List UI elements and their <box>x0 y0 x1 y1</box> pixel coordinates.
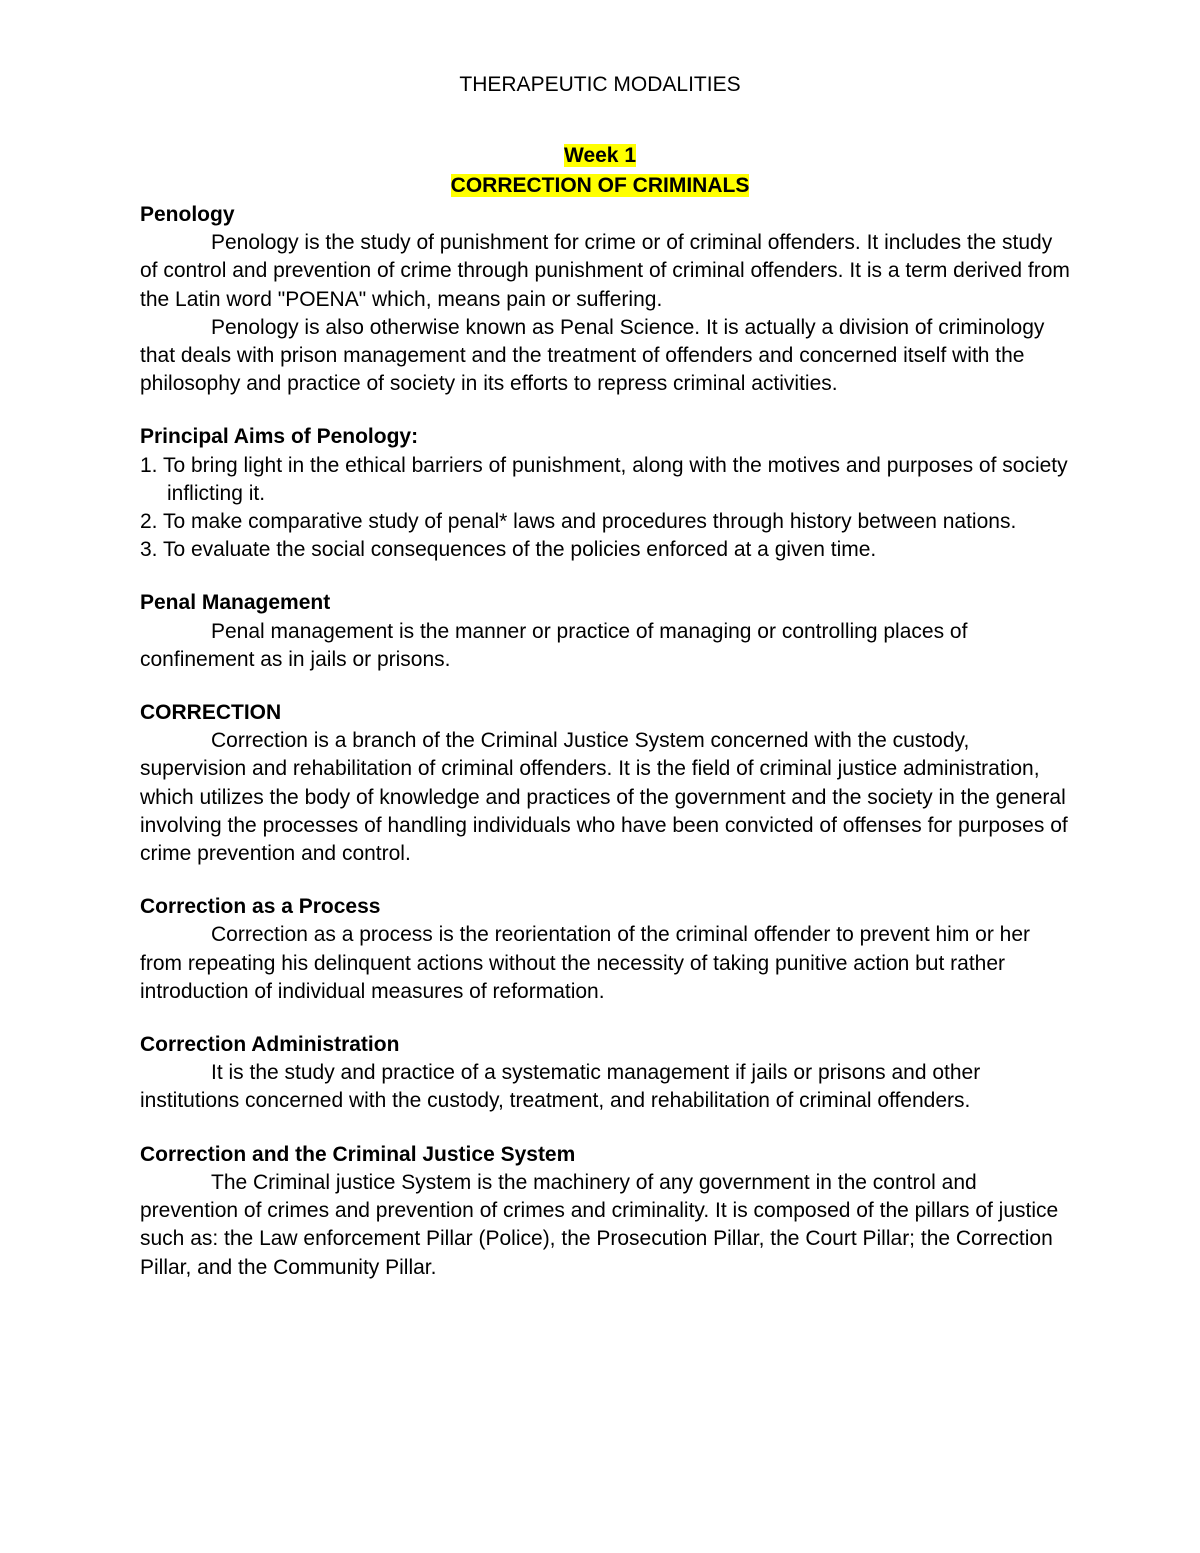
correction-paragraph: Correction is a branch of the Criminal Justice System concerned with the custody, supervision and rehabilitation of criminal offenders. It is the field of criminal justice administration, which utilizes the body of knowledge and practices of the government and the society in the general involving the processes of handling individuals who have been convicted of offenses for purposes of crime prevention and control. <box>140 729 1068 866</box>
week-label <box>0 141 1200 171</box>
correction-process-heading: Correction as a Process <box>140 895 381 919</box>
list-item: 3. To evaluate the social consequences of the policies enforced at a given time. <box>140 538 877 562</box>
correction-admin-paragraph: It is the study and practice of a systematic management if jails or prisons and other institutions concerned with the custody, treatment, and rehabilitation of criminal offenders. <box>140 1061 981 1113</box>
list-item: 1. To bring light in the ethical barriers of punishment, along with the motives and purposes of society inflicting it. <box>140 453 1068 505</box>
subtitle-highlight: CORRECTION OF CRIMINALS <box>450 174 750 197</box>
cjs-heading: Correction and the Criminal Justice System <box>140 1142 576 1166</box>
aims-heading: Principal Aims of Penology: <box>140 425 419 449</box>
week-highlight: Week 1 <box>564 144 636 167</box>
correction-heading: CORRECTION <box>140 701 282 725</box>
subtitle <box>0 171 1200 201</box>
penal-management-paragraph: Penal management is the manner or practice of managing or controlling places of confinement as in jails or prisons. <box>140 619 968 671</box>
penology-paragraph-1: Penology is the study of punishment for crime or of criminal offenders. It includes the study of control and prevention of crime through punishment of criminal offenders. It is a term derived from the Latin word "POENA" which, means pain or suffering. <box>140 231 1070 311</box>
cjs-paragraph: The Criminal justice System is the machinery of any government in the control and prevention of crimes and prevention of crimes and criminality. It is composed of the pillars of justice such as: the Law enforcement Pillar (Police), the Prosecution Pillar, the Court Pillar; the Correction Pillar, and the Community Pillar. <box>140 1170 1059 1279</box>
document-body <box>140 201 1070 1282</box>
penal-management-heading: Penal Management <box>140 591 331 615</box>
aims-list <box>140 452 1070 565</box>
penology-paragraph-2: Penology is also otherwise known as Penal Science. It is actually a division of criminology that deals with prison management and the treatment of offenders and concerned itself with the philosophy and practice of society in its efforts to repress criminal activities. <box>140 315 1045 396</box>
penology-heading: Penology <box>140 203 235 226</box>
correction-admin-heading: Correction Administration <box>140 1033 400 1057</box>
list-item: 2. To make comparative study of penal* laws and procedures through history between nations. <box>140 510 1017 534</box>
document-title: THERAPEUTIC MODALITIES <box>459 73 741 96</box>
correction-process-paragraph: Correction as a process is the reorientation of the criminal offender to prevent him or her from repeating his delinquent actions without the necessity of taking punitive action but rather introduction of individual measures of reformation. <box>140 923 1031 1003</box>
